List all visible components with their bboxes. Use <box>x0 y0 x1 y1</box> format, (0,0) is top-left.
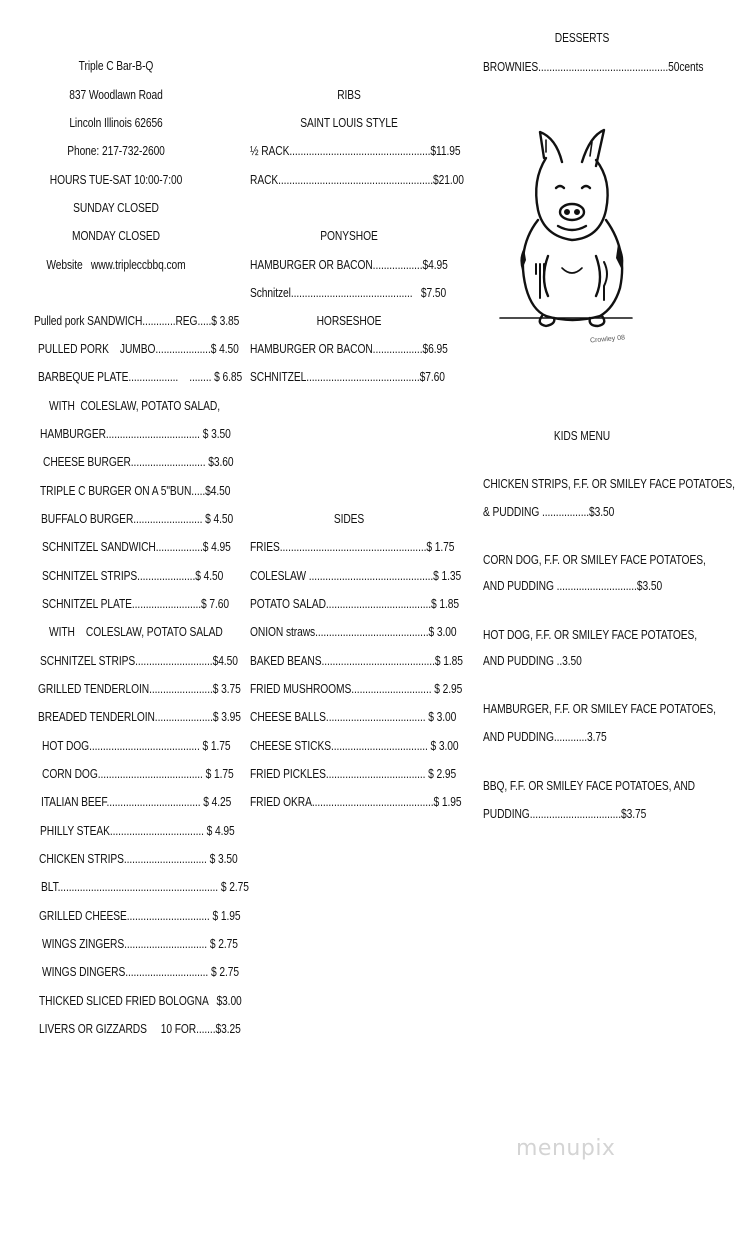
kids-menu-item: AND PUDDING .............................$3.50 <box>483 579 663 593</box>
sides-heading: SIDES <box>333 512 365 526</box>
menupix-watermark: menupix <box>516 1136 616 1161</box>
menu-item: LIVERS OR GIZZARDS 10 FOR.......$3.25 <box>39 1022 241 1036</box>
menu-item-note: WITH COLESLAW, POTATO SALAD <box>49 625 223 639</box>
menu-item: FRIES.....................................................$ 1.75 <box>250 540 455 554</box>
menu-item: SCHNITZEL PLATE.........................$ 7.60 <box>42 597 230 611</box>
menu-item: SCHNITZEL STRIPS.....................$ 4.50 <box>42 569 224 583</box>
menu-item: SCHNITZEL SANDWICH.................$ 4.95 <box>42 540 231 554</box>
menu-item: BLT.......................................................... $ 2.75 <box>41 880 249 894</box>
monday-closed: MONDAY CLOSED <box>72 229 160 243</box>
sunday-closed: SUNDAY CLOSED <box>73 201 159 215</box>
menu-item: TRIPLE C BURGER ON A 5"BUN.....$4.50 <box>40 484 231 498</box>
kids-menu-heading: KIDS MENU <box>553 429 611 443</box>
menu-item: CHEESE STICKS................................... $ 3.00 <box>250 739 459 753</box>
desserts-heading: DESSERTS <box>554 31 610 45</box>
ponyshoe-heading: PONYSHOE <box>320 229 378 243</box>
menu-item: WINGS ZINGERS.............................. $ 2.75 <box>42 937 238 951</box>
menu-item-note: WITH COLESLAW, POTATO SALAD, <box>49 399 220 413</box>
menu-item: WINGS DINGERS.............................. $ 2.75 <box>42 965 239 979</box>
menu-item: BREADED TENDERLOIN.....................$ 3.95 <box>38 710 241 724</box>
menu-item: SCHNITZEL STRIPS............................$4.50 <box>40 654 238 668</box>
menu-item: HOT DOG........................................ $ 1.75 <box>42 739 231 753</box>
kids-menu-item: HOT DOG, F.F. OR SMILEY FACE POTATOES, <box>483 628 698 642</box>
kids-menu-item: PUDDING.................................$3.75 <box>483 807 647 821</box>
menu-item: HAMBURGER OR BACON..................$4.95 <box>250 258 448 272</box>
artist-signature: Crowley 08 <box>589 334 626 345</box>
restaurant-website: Website www.tripleccbbq.com <box>46 258 186 272</box>
menu-item: HAMBURGER.................................. $ 3.50 <box>40 427 231 441</box>
menu-item: PHILLY STEAK.................................. $ 4.95 <box>40 824 235 838</box>
restaurant-phone: Phone: 217-732-2600 <box>67 144 165 158</box>
menu-item: FRIED MUSHROOMS............................. $ 2.95 <box>250 682 463 696</box>
menu-item: POTATO SALAD......................................$ 1.85 <box>250 597 460 611</box>
pig-illustration-icon <box>496 128 636 353</box>
menu-item: GRILLED TENDERLOIN.......................$ 3.75 <box>38 682 241 696</box>
menu-item: BAKED BEANS.........................................$ 1.85 <box>250 654 463 668</box>
kids-menu-item: & PUDDING .................$3.50 <box>483 505 615 519</box>
menu-item: ITALIAN BEEF.................................. $ 4.25 <box>41 795 232 809</box>
menu-item: CHEESE BURGER........................... $3.60 <box>43 455 234 469</box>
kids-menu-item: CHICKEN STRIPS, F.F. OR SMILEY FACE POTATOES, <box>483 477 735 491</box>
menu-item: Schnitzel............................................ $7.50 <box>250 286 447 300</box>
menu-item: SCHNITZEL.........................................$7.60 <box>250 370 445 384</box>
menu-item: FRIED OKRA............................................$ 1.95 <box>250 795 462 809</box>
menu-item: GRILLED CHEESE.............................. $ 1.95 <box>39 909 241 923</box>
menu-item: CHICKEN STRIPS.............................. $ 3.50 <box>39 852 238 866</box>
menu-item: FRIED PICKLES.................................... $ 2.95 <box>250 767 457 781</box>
restaurant-address: 837 Woodlawn Road <box>69 88 163 102</box>
menu-item: THICKED SLICED FRIED BOLOGNA $3.00 <box>39 994 242 1008</box>
kids-menu-item: BBQ, F.F. OR SMILEY FACE POTATOES, AND <box>483 779 696 793</box>
menu-item: BUFFALO BURGER......................... $ 4.50 <box>41 512 234 526</box>
menu-item: HAMBURGER OR BACON..................$6.95 <box>250 342 448 356</box>
menu-item: CORN DOG...................................... $ 1.75 <box>42 767 234 781</box>
kids-menu-item: AND PUDDING............3.75 <box>483 730 607 744</box>
horseshoe-heading: HORSESHOE <box>316 314 382 328</box>
menu-item: ½ RACK...................................................$11.95 <box>250 144 461 158</box>
ribs-subheading: SAINT LOUIS STYLE <box>300 116 398 130</box>
kids-menu-item: HAMBURGER, F.F. OR SMILEY FACE POTATOES, <box>483 702 716 716</box>
restaurant-name: Triple C Bar-B-Q <box>78 59 154 73</box>
restaurant-hours: HOURS TUE-SAT 10:00-7:00 <box>49 173 183 187</box>
menu-item: BROWNIES...............................................50cents <box>483 60 704 74</box>
menu-item: PULLED PORK JUMBO....................$ 4.50 <box>38 342 239 356</box>
menu-item: ONION straws.........................................$ 3.00 <box>250 625 457 639</box>
menu-item: COLESLAW .............................................$ 1.35 <box>250 569 462 583</box>
kids-menu-item: CORN DOG, F.F. OR SMILEY FACE POTATOES, <box>483 553 706 567</box>
kids-menu-item: AND PUDDING ..3.50 <box>483 654 582 668</box>
menu-item: Pulled pork SANDWICH............REG.....$ 3.85 <box>34 314 240 328</box>
menu-item: RACK........................................................$21.00 <box>250 173 464 187</box>
restaurant-city: Lincoln Illinois 62656 <box>69 116 163 130</box>
ribs-heading: RIBS <box>337 88 361 102</box>
menu-item: CHEESE BALLS.................................... $ 3.00 <box>250 710 457 724</box>
menu-item: BARBEQUE PLATE.................. ........ $ 6.85 <box>38 370 243 384</box>
